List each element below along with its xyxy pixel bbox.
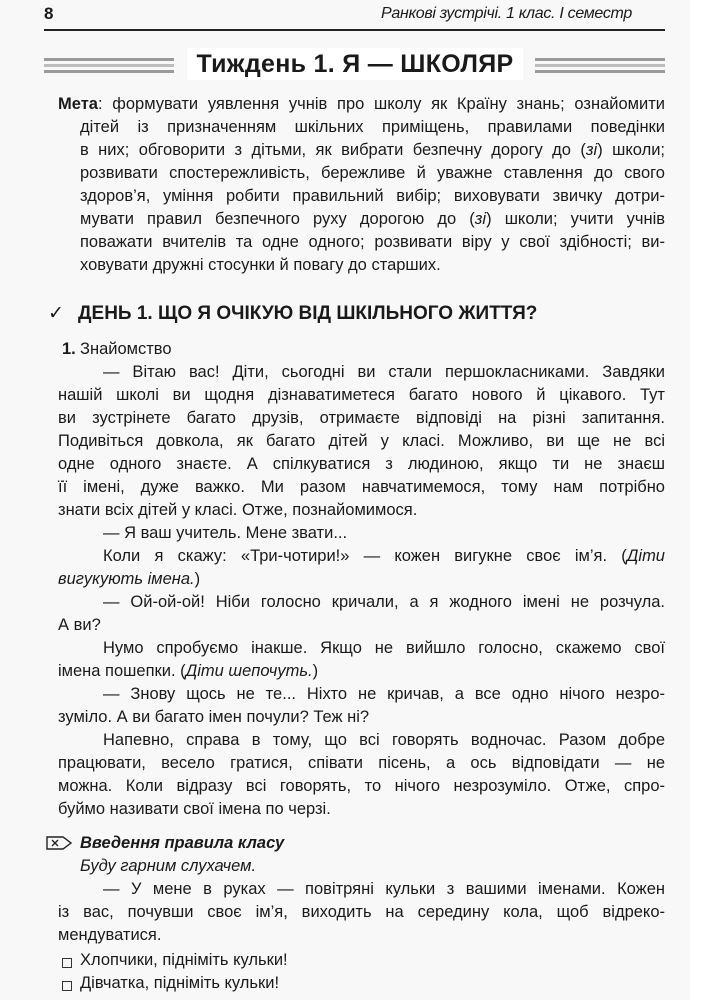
italic-text-run: Діти шепочуть. (185, 662, 313, 680)
goal-line (80, 162, 665, 184)
running-title: Ранкові зустрічі. 1 клас. І семестр (381, 5, 632, 22)
bullet-item: Дівчатка, підніміть кульки! (80, 974, 280, 992)
check-icon: ✓ (48, 303, 64, 324)
header-divider (44, 29, 665, 31)
rule-arrow-icon (46, 836, 72, 850)
day-title: ДЕНЬ 1. ЩО Я ОЧІКУЮ ВІД ШКІЛЬНОГО ЖИТТЯ? (78, 303, 538, 324)
text-run: здоров’я, уміння робити правильний вибір; виховувати звичку дотри- (80, 187, 665, 205)
paragraph-line (103, 683, 665, 705)
text-run: — Я ваш учитель. Мене звати... (103, 524, 348, 542)
goal-line (80, 208, 665, 230)
paragraph-line (103, 637, 665, 659)
text-run: розвивати спостережливість, бережливе й уважне ставлення до свого (80, 164, 665, 182)
text-run: в них; обговорити з дітьми, як вибрати безпечну дорогу до ( (80, 141, 586, 159)
paragraph-line (103, 591, 665, 613)
paragraph-line (103, 361, 665, 383)
page-number: 8 (44, 4, 54, 23)
section-number: 1. (62, 340, 76, 358)
paragraph-line (58, 453, 665, 475)
text-run: ) (312, 662, 319, 680)
text-run: одне одного знаєте. А спілкуватися з людиною, якщо ти не знаєш (58, 455, 665, 473)
paragraph-line (103, 545, 665, 567)
text-run: зуміло. А ви багато імен почули? Теж ні? (58, 708, 370, 726)
text-run: ховувати дружні стосунки й повагу до старших. (80, 256, 441, 274)
italic-text-run: зі (585, 141, 598, 159)
paragraph-line (58, 614, 665, 636)
text-run: ) школи; (597, 141, 665, 159)
text-run: Нумо спробуємо інакше. Якщо не вийшло голосно, скажемо свої (103, 639, 665, 657)
paragraph-line (58, 407, 665, 429)
text-run: працювати, весело гратися, співати пісень, а ось відповідати — не (58, 754, 665, 772)
text-run: — Ой-ой-ой! Ніби голосно кричали, а я жодного імені не розчула. (103, 593, 665, 611)
bullet-square-icon (62, 981, 72, 991)
bullet-square-icon (62, 958, 72, 968)
text-run: знати всіх дітей у класі. Отже, познайомимося. (58, 501, 418, 519)
text-run: ви зустрінете багато друзів, отримаєте відповіді на різні запитання. (58, 409, 665, 427)
rule-subtitle: Буду гарним слухачем. (80, 857, 257, 875)
text-run: Напевно, справа в тому, що всі говорять водночас. Разом добре (103, 731, 665, 749)
section-title: Знайомство (80, 340, 172, 358)
paragraph-line (58, 476, 665, 498)
paragraph-line (58, 660, 665, 682)
text-run: : формувати уявлення учнів про школу як Країну знань; ознайомити (97, 95, 665, 113)
text-run: дітей із призначенням шкільних приміщень, правилами поведінки (80, 118, 665, 136)
text-run: ) школи; учити учнів (486, 210, 666, 228)
goal-line (80, 185, 665, 207)
paragraph-line (103, 729, 665, 751)
italic-text-run: зі (474, 210, 487, 228)
text-run: поважати вчителів та одне одного; розвивати віру у свої здібності; ви- (80, 233, 665, 251)
paragraph-line (58, 384, 665, 406)
text-run: Подивіться довкола, як багато дітей у класі. Можливо, ви ще не всі (58, 432, 665, 450)
bullet-item: Хлопчики, підніміть кульки! (80, 951, 288, 969)
goal-line (80, 254, 665, 276)
italic-text-run: вигукують імена. (58, 570, 195, 588)
paragraph-line (58, 775, 665, 797)
paragraph-line (58, 752, 665, 774)
paragraph-line (58, 798, 665, 820)
text-run: можна. Коли відразу всі говорять, то нічого незрозуміло. Отже, спро- (58, 777, 665, 795)
text-run: мувати правил безпечного руху дорогою до ( (80, 210, 475, 228)
text-run: мендуватися. (58, 926, 162, 944)
text-run: Коли я скажу: «Три-чотири!» — кожен вигукне своє ім’я. ( (103, 547, 627, 565)
goal-label: Мета (58, 95, 98, 113)
paragraph-line (58, 901, 665, 923)
text-run: А ви? (58, 616, 101, 634)
paragraph-line (103, 522, 665, 544)
text-run: нашій школі ви щодня дізнаватиметеся багато нового й цікавого. Тут (58, 386, 665, 404)
paragraph-line (103, 878, 665, 900)
text-run: — Вітаю вас! Діти, сьогодні ви стали першокласниками. Завдяки (103, 363, 665, 381)
goal-line (58, 93, 665, 115)
text-run: її імені, дуже важко. Ми разом навчатимемося, тому нам потрібно (58, 478, 665, 496)
paragraph-line (58, 430, 665, 452)
rule-title: Введення правила класу (80, 834, 285, 852)
goal-line (80, 139, 665, 161)
day-heading (48, 302, 537, 325)
week-title (0, 50, 710, 79)
text-run: ) (194, 570, 201, 588)
paragraph-line (58, 924, 665, 946)
text-run: буймо називати свої імена по черзі. (58, 800, 331, 818)
paragraph-line (58, 706, 665, 728)
text-run: — Знову щось не те... Ніхто не кричав, а все одно нічого незро- (103, 685, 665, 703)
text-run: імена пошепки. ( (58, 662, 186, 680)
week-title-text: Тиждень 1. Я — ШКОЛЯР (187, 48, 524, 80)
italic-text-run: Діти (626, 547, 665, 565)
text-run: — У мене в руках — повітряні кульки з вашими іменами. Кожен (103, 880, 665, 898)
goal-line (80, 231, 665, 253)
paragraph-line (58, 568, 665, 590)
goal-line (80, 116, 665, 138)
text-run: із вас, почувши своє ім’я, виходить на середину кола, щоб відреко- (58, 903, 665, 921)
paragraph-line (58, 499, 665, 521)
